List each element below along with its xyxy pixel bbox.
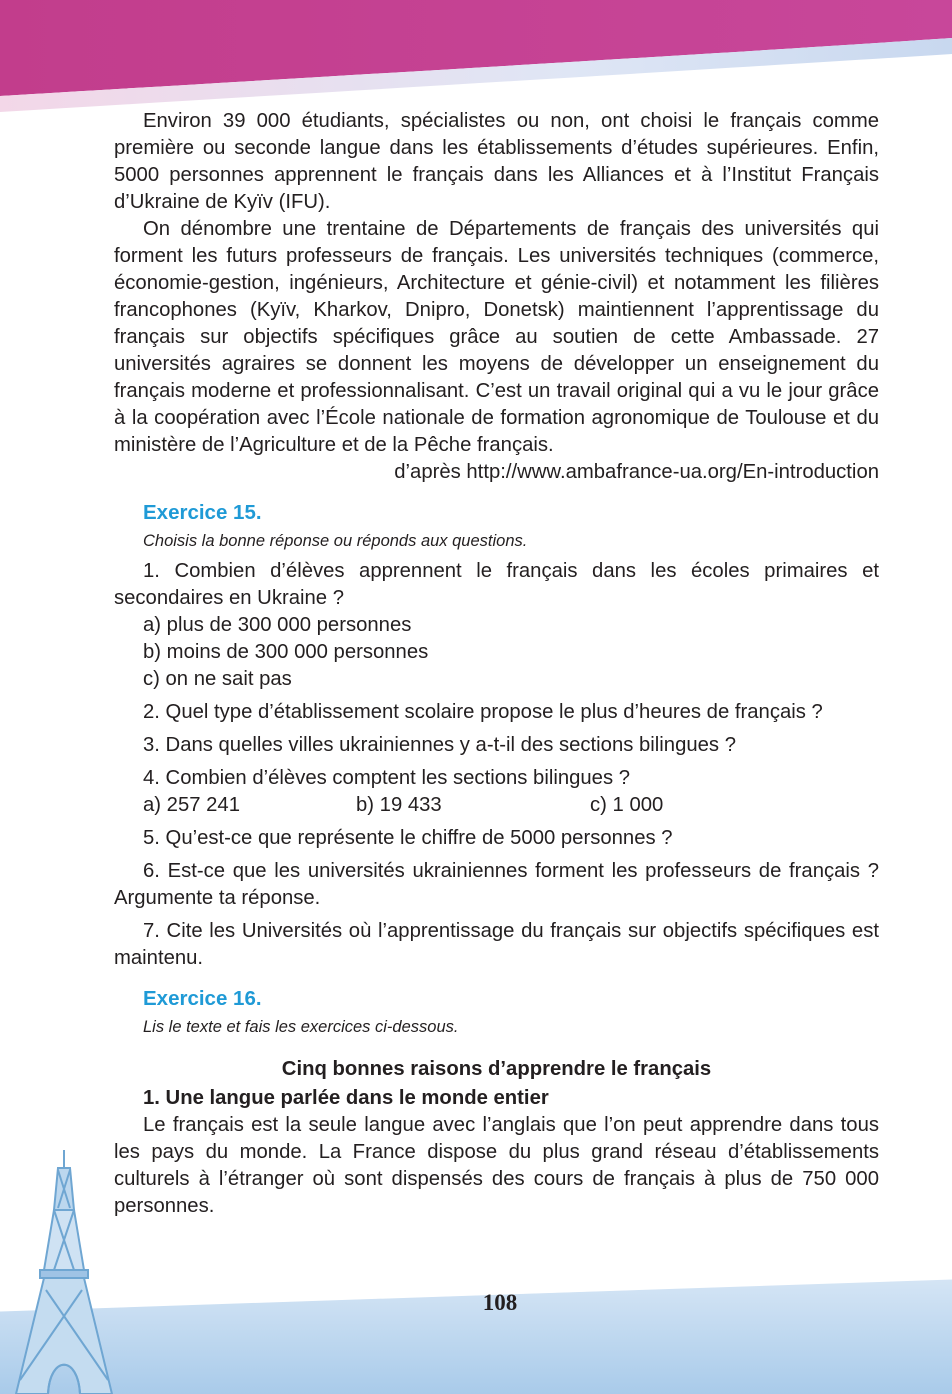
question-2: 2. Quel type d’établissement scolaire propose le plus d’heures de français ? xyxy=(143,701,823,723)
source-citation: d’après http://www.ambafrance-ua.org/En-introduction xyxy=(394,461,879,483)
question-7: 7. Cite les Universités où l’apprentissage du français sur objectifs spécifiques est maintenu. xyxy=(114,920,879,969)
q1-option-c: c) on ne sait pas xyxy=(143,668,292,690)
exercise-16-instruction: Lis le texte et fais les exercices ci-dessous. xyxy=(143,1018,459,1036)
section-1-title: 1. Une langue parlée dans le monde entier xyxy=(143,1087,549,1109)
q1-option-b: b) moins de 300 000 personnes xyxy=(143,641,429,663)
eiffel-tower-icon xyxy=(8,1150,120,1394)
question-1: 1. Combien d’élèves apprennent le français dans les écoles primaires et secondaires en Ukraine ? xyxy=(114,560,879,609)
question-4: 4. Combien d’élèves comptent les sections bilingues ? xyxy=(143,767,631,789)
q4-option-c: c) 1 000 xyxy=(590,794,664,816)
question-6: 6. Est-ce que les universités ukrainiennes forment les professeurs de français ? Argumente ta réponse. xyxy=(114,860,879,909)
exercise-15-instruction: Choisis la bonne réponse ou réponds aux questions. xyxy=(143,532,528,550)
text-title: Cinq bonnes raisons d’apprendre le français xyxy=(281,1058,712,1080)
intro-paragraph-1: Environ 39 000 étudiants, spécialistes ou non, ont choisi le français comme première ou seconde langue dans les établissements d’études supérieures. Enfin, 5000 personnes apprennent le français dans les Alliances et à l’Institut Français d’Ukraine de Kyïv (IFU). xyxy=(114,110,879,213)
q4-options xyxy=(114,792,879,819)
section-1-text: Le français est la seule langue avec l’anglais que l’on peut apprendre dans tous les pays du monde. La France dispose du plus grand réseau d’établissements culturels à l’étranger où sont dispensés des cours de français à plus de 750 000 personnes. xyxy=(114,1114,879,1217)
page-number: 108 xyxy=(482,1290,518,1315)
q4-option-b: b) 19 433 xyxy=(356,794,442,816)
footer-decoration xyxy=(0,1270,952,1394)
page-content xyxy=(114,108,879,1220)
exercise-16-title: Exercice 16. xyxy=(143,987,262,1010)
question-5: 5. Qu’est-ce que représente le chiffre de 5000 personnes ? xyxy=(143,827,673,849)
exercise-15-title: Exercice 15. xyxy=(143,501,262,524)
q4-option-a: a) 257 241 xyxy=(143,794,240,816)
q1-option-a: a) plus de 300 000 personnes xyxy=(143,614,412,636)
intro-paragraph-2: On dénombre une trentaine de Départements de français des universités qui forment les futurs professeurs de français. Les universités techniques (commerce, économie-gestion, ingénieurs, Architecture et génie-civil) et notamment les filières francophones (Kyïv, Kharkov, Dnipro, Donetsk) maintiennent l’apprentissage du français sur objectifs spécifiques grâce au soutien de cette Ambassade. 27 universités agraires se donnent les moyens de développer un enseignement du français moderne et professionnalisant. C’est un travail original qui a vu le jour grâce à la coopération avec l’École nationale de formation agronomique de Toulouse et du ministère de l’Agriculture et de la Pêche français. xyxy=(114,218,879,456)
question-3: 3. Dans quelles villes ukrainiennes y a-t-il des sections bilingues ? xyxy=(143,734,736,756)
